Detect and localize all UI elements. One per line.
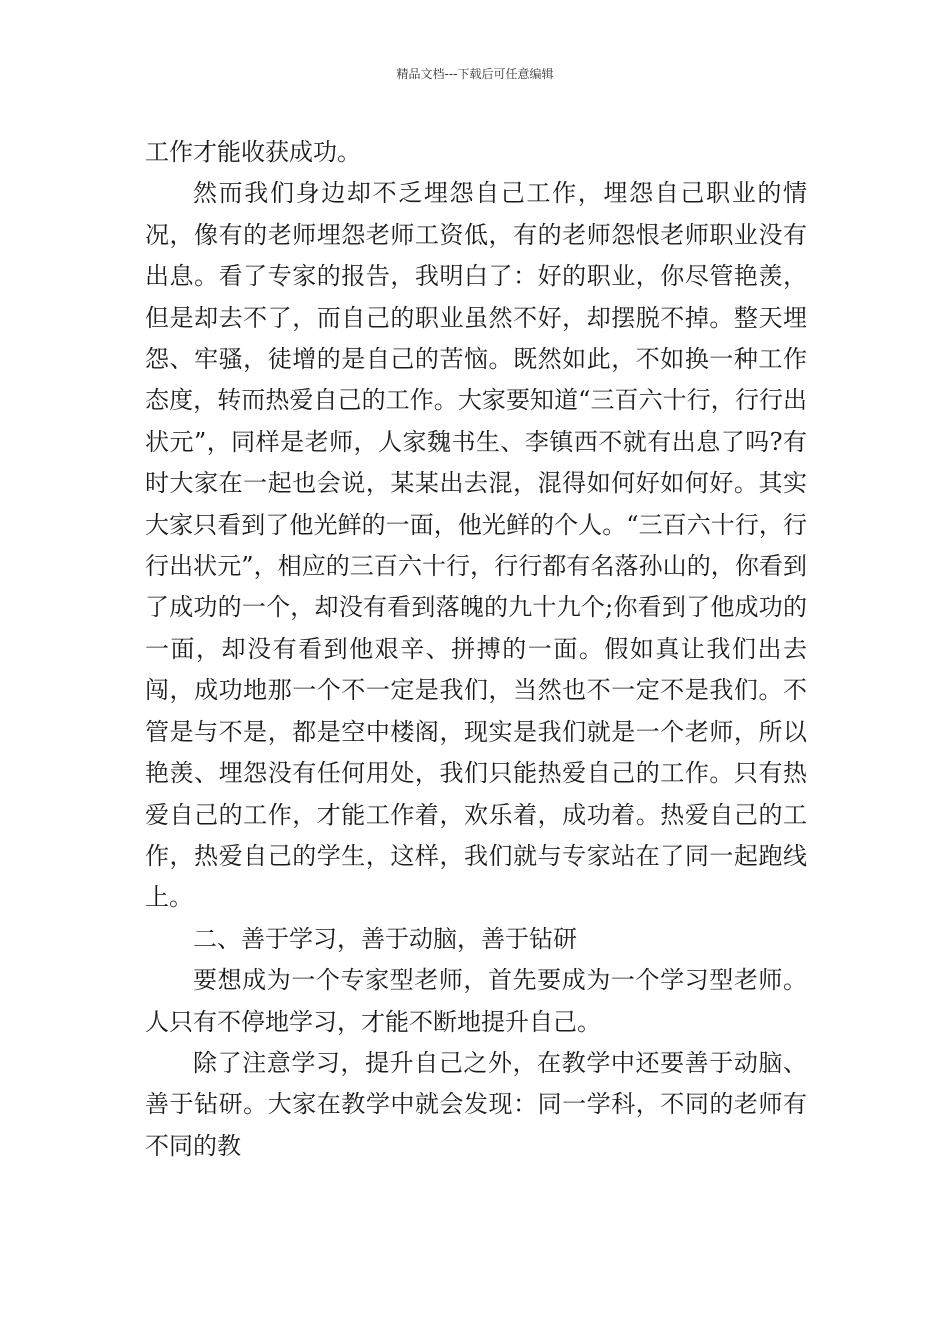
body-text xyxy=(145,132,807,1167)
paragraph-complaint: 然而我们身边却不乏埋怨自己工作，埋怨自己职业的情况，像有的老师埋怨老师工资低，有的老师怨恨老师职业没有出息。看了专家的报告，我明白了：好的职业，你尽管艳羡，但是却去不了，而自己的职业虽然不好，却摆脱不掉。整天埋怨、牢骚，徒增的是自己的苦恼。既然如此，不如换一种工作态度，转而热爱自己的工作。大家要知道“三百六十行，行行出状元”，同样是老师，人家魏书生、李镇西不就有出息了吗?有时大家在一起也会说，某某出去混，混得如何好如何好。其实大家只看到了他光鲜的一面，他光鲜的个人。“三百六十行，行行出状元”，相应的三百六十行，行行都有名落孙山的，你看到了成功的一个，却没有看到落魄的九十九个;你看到了他成功的一面，却没有看到他艰辛、拼搏的一面。假如真让我们出去闯，成功地那一个不一定是我们，当然也不一定不是我们。不管是与不是，都是空中楼阁，现实是我们就是一个老师，所以艳羡、埋怨没有任何用处，我们只能热爱自己的工作。只有热爱自己的工作，才能工作着，欢乐着，成功着。热爱自己的工作，热爱自己的学生，这样，我们就与专家站在了同一起跑线上。 xyxy=(145,179,807,912)
paragraph-continuation: 工作才能收获成功。 xyxy=(145,138,361,166)
section-heading: 二、善于学习，善于动脑，善于钻研 xyxy=(193,924,577,953)
page-header: 精品文档---下载后可任意编辑 xyxy=(396,67,554,81)
paragraph-learning: 要想成为一个专家型老师，首先要成为一个学习型老师。人只有不停地学习，才能不断地提升自己。 xyxy=(145,966,807,1036)
paragraph-thinking: 除了注意学习，提升自己之外，在教学中还要善于动脑、善于钻研。大家在教学中就会发现：同一学科，不同的老师有不同的教 xyxy=(145,1048,807,1160)
